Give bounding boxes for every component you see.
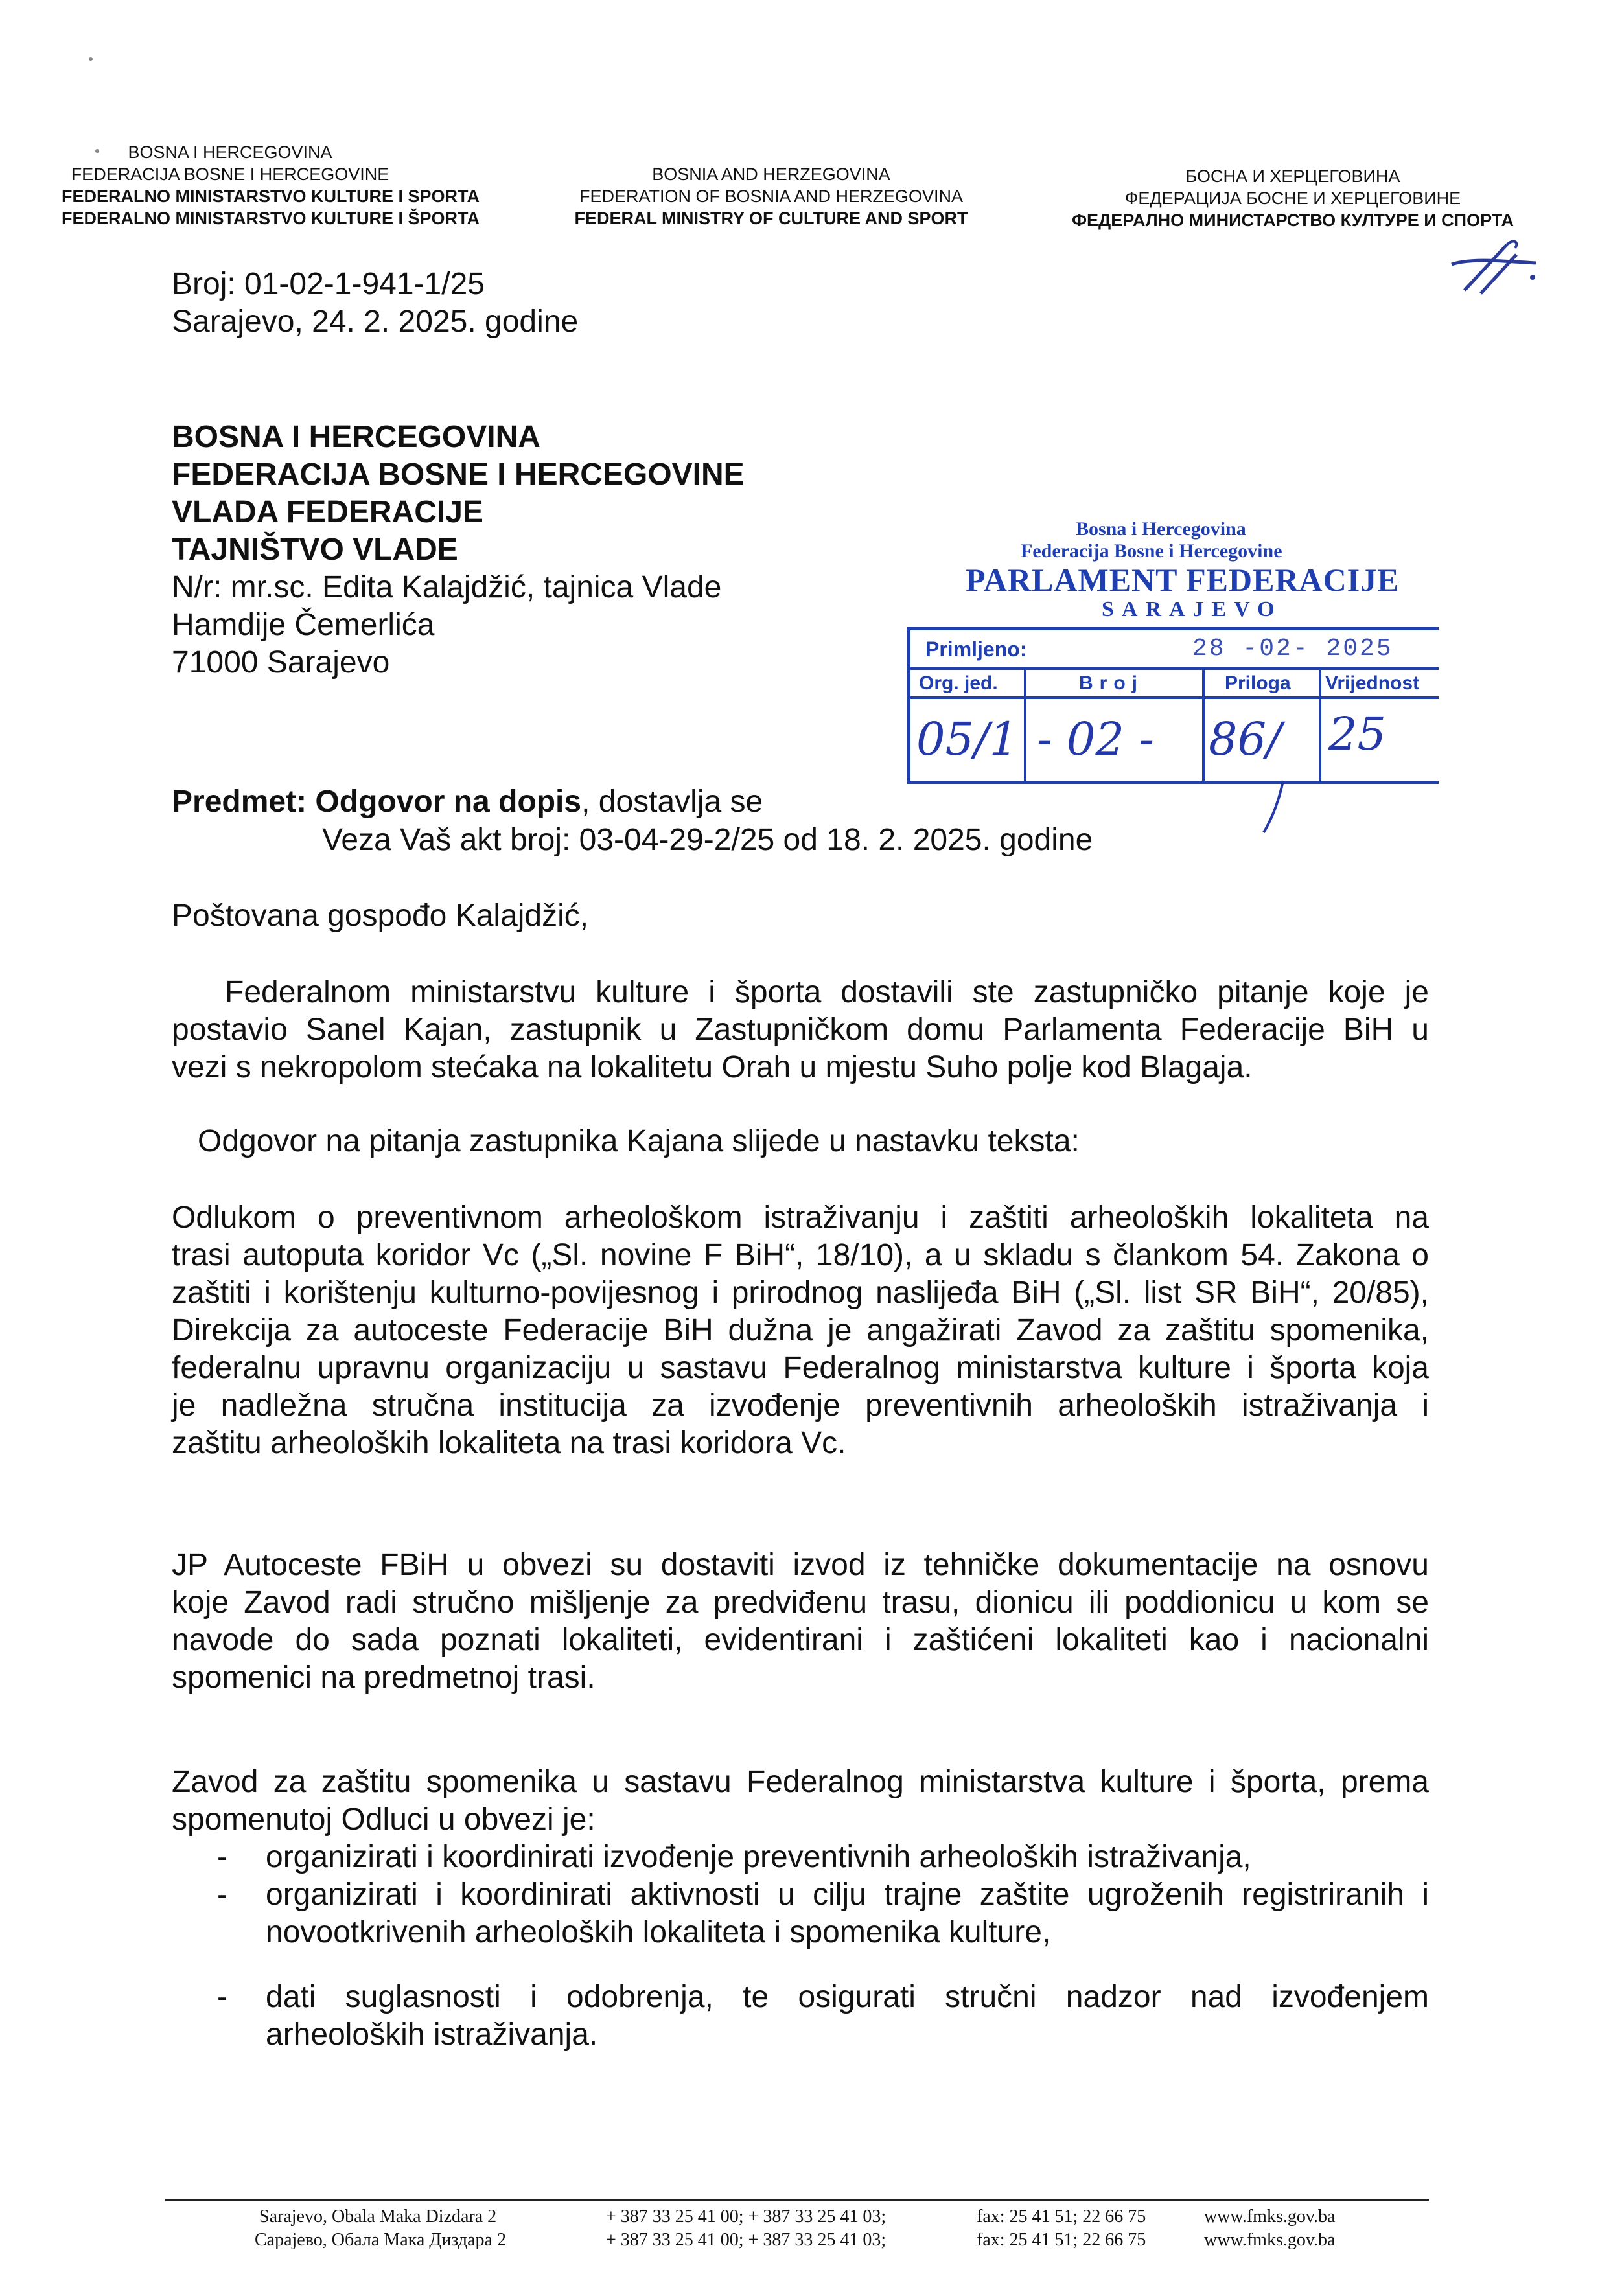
stamp-line: Bosna i Hercegovina [1076,518,1246,540]
paragraph-line: JP Autoceste FBiH u obvezi su dostaviti izvod iz tehničke dokumentacije na osnovu [172,1548,1429,1582]
receipt-stamp [907,518,1445,790]
footer-fax: fax: 25 41 51; 22 66 75 [977,2230,1146,2250]
bullet-line: novootkrivenih arheoloških lokaliteta i spomenika kulture, [266,1915,1051,1949]
paragraph-line: postavio Sanel Kajan, zastupnik u Zastupničkom domu Parlamenta Federacije BiH u [172,1013,1429,1047]
paragraph-line: federalnu upravnu organizaciju u sastavu Federalnog ministarstva kulture i športa koja [172,1351,1429,1385]
bullet-dash: - [217,1840,227,1874]
stamp-col-label: Priloga [1225,672,1291,694]
stamp-border [1319,667,1321,783]
header-center-line: FEDERATION OF BOSNIA AND HERZEGOVINA [579,187,964,206]
bullet-line: organizirati i koordinirati izvođenje preventivnih arheoloških istraživanja, [266,1840,1251,1874]
stamp-border [907,781,1439,784]
header-left-line: FEDERALNO MINISTARSTVO KULTURE I ŠPORTA [62,209,480,228]
bullet-line: dati suglasnosti i odobrenja, te osigurati stručni nadzor nad izvođenjem [266,1980,1429,2014]
header-right-line: БОСНА И ХЕРЦЕГОВИНА [1185,166,1400,186]
subject-label: Predmet: [172,785,307,819]
stamp-border [907,667,1439,670]
footer-fax: fax: 25 41 51; 22 66 75 [977,2207,1146,2227]
paragraph-line: Odlukom o preventivnom arheološkom istraživanju i zaštiti arheoloških lokaliteta na [172,1200,1429,1235]
stamp-border [907,696,1439,699]
paragraph-line: zaštitu arheoloških lokaliteta na trasi koridora Vc. [172,1426,846,1460]
paragraph-line: je nadležna stručna institucija za izvođenje preventivnih arheoloških istraživanja i [172,1388,1429,1423]
paragraph-line: vezi s nekropolom stećaka na lokalitetu Orah u mjestu Suho polje kod Blagaja. [172,1050,1253,1085]
header-left-line: FEDERALNO MINISTARSTVO KULTURE I SPORTA [62,187,480,206]
stamp-pen-stroke [1257,777,1296,836]
stamp-border [907,627,910,784]
header-right-line: ФЕДЕРАЛНО МИНИСТАРСТВО КУЛТУРЕ И СПОРТА [1071,211,1514,230]
stamp-border [907,627,1439,630]
footer-phone: + 387 33 25 41 00; + 387 33 25 41 03; [606,2230,887,2250]
bullet-dash: - [217,1877,227,1912]
stamp-handwritten-value: 25 [1328,707,1387,761]
footer-phone: + 387 33 25 41 00; + 387 33 25 41 03; [606,2207,887,2227]
header-left-line: FEDERACIJA BOSNE I HERCEGOVINE [71,165,389,184]
stamp-handwritten-value: - 02 - [1037,713,1154,766]
stamp-border [1024,667,1026,783]
recipient-line: TAJNIŠTVO VLADE [172,533,458,567]
stamp-title: PARLAMENT FEDERACIJE [966,562,1400,598]
paragraph-line: Federalnom ministarstvu kulture i športa dostavili ste zastupničko pitanje koje je [225,975,1429,1009]
stamp-border [1202,667,1205,783]
stamp-city: SARAJEVO [1102,597,1282,621]
recipient-line: FEDERACIJA BOSNE I HERCEGOVINE [172,457,745,492]
header-center-line: FEDERAL MINISTRY OF CULTURE AND SPORT [574,209,968,228]
paragraph-line: spomenici na predmetnoj trasi. [172,1660,596,1695]
bullet-line: organizirati i koordinirati aktivnosti u cilju trajne zaštite ugroženih registriranih i [266,1877,1429,1912]
recipient-line: 71000 Sarajevo [172,645,390,680]
signature-initials [1445,238,1542,303]
paragraph-line: trasi autoputa koridor Vc („Sl. novine F BiH“, 18/10), a u skladu s člankom 54. Zakona o [172,1238,1429,1272]
header-right-line: ФЕДЕРАЦИЈА БОСНЕ И ХЕРЦЕГОВИНЕ [1124,189,1461,208]
header-left-line: BOSNA I HERCEGOVINA [128,143,332,162]
stamp-handwritten-value: 86/ [1209,713,1282,766]
stamp-handwritten-value: 05/1 [916,713,1019,766]
paragraph-line: spomenutoj Odluci u obvezi je: [172,1802,596,1837]
stamp-col-label: Vrijednost [1325,672,1420,694]
header-right [1047,165,1539,231]
footer-web: www.fmks.gov.ba [1204,2230,1336,2250]
footer-divider [165,2199,1429,2201]
bullet-item [266,1876,1429,1951]
paragraph-line: Zavod za zaštitu spomenika u sastavu Federalnog ministarstva kulture i športa, prema [172,1765,1429,1799]
scan-mark [89,57,93,61]
subject-line [172,783,763,821]
footer-web: www.fmks.gov.ba [1204,2207,1336,2227]
header-center-line: BOSNIA AND HERZEGOVINA [652,165,890,184]
stamp-col-label: Org. jed. [919,672,998,694]
subject-title: Odgovor na dopis [315,785,582,819]
paragraph [172,1546,1429,1697]
bullet-line: arheoloških istraživanja. [266,2017,598,2052]
bullet-item [266,1979,1429,2054]
paragraph [172,1763,1429,1839]
recipient-line: Hamdije Čemerlića [172,608,435,642]
header-left [62,141,480,229]
bullet-dash: - [217,1980,227,2014]
salutation: Poštovana gospođo Kalajdžić, [172,899,589,933]
stamp-received-date: 28 -02- 2025 [1192,635,1393,663]
paragraph-line: koje Zavod radi stručno mišljenje za predviđenu trasu, dionicu ili poddionicu u kom se [172,1585,1429,1620]
paragraph-line: Direkcija za autoceste Federacije BiH dužna je angažirati Zavod za zaštitu spomenika, [172,1313,1429,1348]
subject-rest: , dostavlja se [581,785,763,819]
stamp-line: Federacija Bosne i Hercegovine [1021,540,1282,562]
recipient-block [172,419,745,682]
paragraph [172,1199,1429,1462]
subject-reference: Veza Vaš akt broj: 03-04-29-2/25 od 18. 2. 2025. godine [322,823,1093,857]
footer-address: Сарајево, Обала Мака Диздара 2 [255,2230,506,2250]
document-number: Broj: 01-02-1-941-1/25 [172,267,485,301]
paragraph: Odgovor na pitanja zastupnika Kajana slijede u nastavku teksta: [198,1124,1080,1158]
header-center [551,163,991,229]
place-date: Sarajevo, 24. 2. 2025. godine [172,304,579,339]
recipient-line: N/r: mr.sc. Edita Kalajdžić, tajnica Vlade [172,570,722,604]
recipient-line: VLADA FEDERACIJE [172,495,483,529]
recipient-line: BOSNA I HERCEGOVINA [172,420,540,454]
stamp-received-label: Primljeno: [925,637,1027,661]
paragraph [172,974,1429,1086]
paragraph-line: zaštiti i korištenju kulturno-povijesnog i prirodnog naslijeđa BiH („Sl. list SR BiH“, 20/85), [172,1276,1429,1310]
footer-address: Sarajevo, Obala Maka Dizdara 2 [259,2207,497,2227]
stamp-col-label: Broj [1079,672,1144,694]
paragraph-line: navode do sada poznati lokaliteti, evidentirani i zaštićeni lokaliteti kao i nacionalni [172,1623,1429,1657]
bullet-item [266,1839,1429,1876]
